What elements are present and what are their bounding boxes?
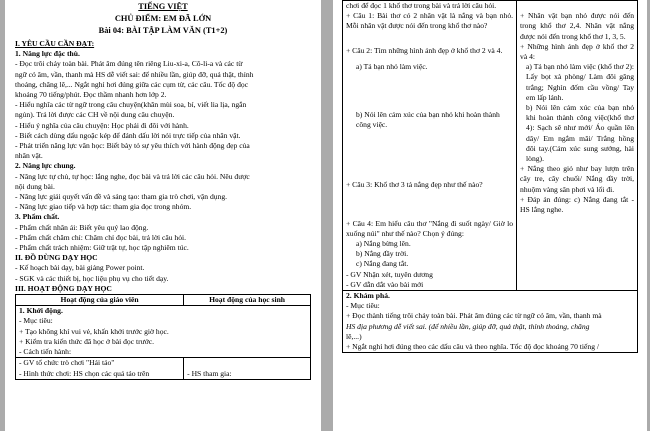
explore-line: + Đọc thành tiếng trôi chảy toàn bài. Phát âm đúng các từ ngữ có âm, vần, thanh mà [346,311,602,321]
s2-line: - Năng lực giao tiếp và hợp tác: tham gia đọc trong nhóm. [15,202,192,212]
document-page-left [5,0,321,431]
section-1-2-heading: 2. Năng lực chung. [15,161,76,171]
teacher-note: - GV Nhận xét, tuyên dương [346,269,433,279]
answer-1: + Nhân vật bạn nhỏ được nói đến trong khổ thơ 2,4. Nhân vật nắng được nói đến trong khổ thơ 1, 3, 5. [520,11,634,41]
question-2: + Câu 2: Tìm những hình ảnh đẹp ở khổ thơ 2 và 4. [346,45,503,55]
student-column-header: Hoạt động của học sinh [184,295,311,306]
theme-heading: CHỦ ĐIỂM: EM ĐÃ LỚN [114,14,212,23]
s2-line: nội dung bài. [15,181,55,191]
section-1-3-heading: 3. Phẩm chất. [15,212,60,222]
s3-line: - Phẩm chất chăm chỉ: Chăm chỉ đọc bài, trả lời câu hỏi. [15,232,187,242]
student-line: - HS tham gia: [187,368,232,378]
teacher-cell [343,1,517,291]
student-cell [517,1,638,291]
s1-line: - Biết cách dùng dấu ngoặc kép để đánh dấu lời nói trực tiếp của nhân vật. [15,130,241,140]
question-2a: a) Tả bạn nhỏ làm việc. [356,61,428,71]
top-line: chơi để đọc 1 khổ thơ trong bài và trả lời câu hỏi. [346,1,497,10]
section-2-title: II. ĐỒ DÙNG DẠY HỌC [15,253,98,263]
s3-line: - Phẩm chất trách nhiệm: Giữ trật tự, học tập nghiêm túc. [15,243,189,253]
sec2-line: - SGK và các thiết bị, học liệu phụ vụ cho tiết dạy. [15,273,169,283]
warmup-line: - Mục tiêu: [19,316,53,326]
activity-table-right [342,0,638,353]
s1-line: - Phát triển năng lực văn học: Biết bày tỏ sự yêu thích với hành động đẹp của [15,141,250,151]
s2-line: - Năng lực giải quyết vấn đề và sáng tạo: tham gia trò chơi, vận dụng. [15,192,228,202]
q4-option: c) Nắng đang tắt. [356,259,409,269]
s1-line: - Đọc trôi chảy toàn bài. Phát âm đúng tên riêng Liu-xi-a, Cô-li-a và các từ [15,59,243,69]
warmup-heading: 1. Khởi động. [19,306,63,316]
section-3-title: III. HOẠT ĐỘNG DẠY HỌC [15,283,112,293]
student-line [187,358,307,368]
explore-line: + Ngắt nghỉ hơi đúng theo các dấu câu và theo nghĩa. Tốc độ đọc khoảng 70 tiếng / [346,342,599,352]
teacher-column-header: Hoạt động của giáo viên [16,295,184,306]
teacher-line: - GV tổ chức trò chơi "Hái táo" [19,358,115,368]
explore-line: - Mục tiêu: [346,301,380,311]
answer-2b: b) Nói lên cảm xúc của bạn nhỏ khi hoàn thành công việc(khổ thơ 4): Sạch sẽ như mới/ Áo quần lên dây/ Em ngắm mãi/ Trắng hồng đôi tay.(Cảm xúc sung sướng, hài lòng). [526,103,634,164]
warmup-row [16,306,311,358]
answer-4: + Đáp án đúng: c) Nắng đang tắt - HS lắng nghe. [520,194,634,215]
section-1-title: I. YÊU CẦU CẦN ĐẠT: [15,39,95,48]
explore-line: lẽ,...) [346,331,362,341]
teacher-note: - GV dẫn dắt vào bài mới [346,279,424,289]
subject-heading: TIẾNG VIỆT [138,2,188,11]
explore-heading: 2. Khám phá. [346,291,390,301]
warmup-line: + Tạo không khí vui vẻ, khấn khởi trước giờ học. [19,326,169,336]
s1-line: ngủn). Trả lời được các CH về nội dung câu chuyện. [15,110,175,120]
s3-line: - Phẩm chất nhân ái: Biết yêu quý lao động. [15,222,149,232]
s1-line: ngữ có âm, vần, thanh mà HS dễ viết sai: để nhiều lần, giúp đỡ, quả thật, thỉnh [15,69,254,79]
q4-option: a) Nắng bừng lên. [356,239,411,249]
q4-option: b) Nắng đầy trời. [356,249,409,259]
teacher-line: - Hình thức chơi: HS chọn các quả táo trên [19,368,150,378]
lesson-heading: Bài 04: BÀI TẬP LÀM VĂN (T1+2) [98,26,228,35]
question-3: + Câu 3: Khổ thơ 3 tả nắng đẹp như thế nào? [346,180,483,190]
question-4: + Câu 4: Em hiểu câu thơ "Nắng đi suốt ngày/ Giờ lo xuống núi" như thế nào? Chọn ý đúng: [346,218,514,238]
s1-line: thoảng, chăng lẽ,... Ngắt nghỉ hơi đúng giữa các cụm từ, các câu. Tốc độ đọc [15,79,249,89]
s2-line: - Năng lực tự chủ, tự học: lắng nghe, đọc bài và trả lời các câu hỏi. Nêu được [15,171,250,181]
explore-line: HS địa phương dễ viết sai. (để nhiều lần, giúp đỡ, quả thật, thỉnh thoảng, chăng [346,321,590,331]
explore-row [343,291,638,353]
activity-table-left [15,294,311,380]
answer-3: + Nắng theo giỏ như bay lượn trên cây tre, cây chuối/ Nắng đầy trời, nhuộm vàng sân phơi và lối đi. [520,164,634,194]
warmup-line: + Kiểm tra kiến thức đã học ở bài đọc trước. [19,336,155,346]
answer-2a: a) Tả bạn nhỏ làm việc (khổ thơ 2): Lấy bọt xà phòng/ Làm đôi găng trắng; Nghìn đốm cầu vồng/ Tay em lấp lánh. [526,62,634,102]
question-1: + Câu 1: Bài thơ có 2 nhân vật là nắng và bạn nhỏ. Mỗi nhân vật được nói đến trong khổ thơ nào? [346,11,514,31]
s1-line: - Hiểu nghĩa các từ ngữ trong câu chuyện(khăn mùi soa, bí, viết lia lịa, ngắn [15,100,247,110]
student-cell [184,358,311,379]
s1-line: - Hiểu ý nghĩa của câu chuyện: Học phải đi đôi với hành. [15,120,189,130]
s1-line: khoảng 70 tiếng/phút. Đọc thầm nhanh hơn lớp 2. [15,90,167,100]
answer-2-intro: + Những hình ảnh đẹp ở khổ thơ 2 và 4: [520,41,634,62]
sec2-line: - Kế hoạch bài dạy, bài giảng Power point. [15,263,145,273]
teacher-cell [16,358,184,379]
question-2b: b) Nói lên cảm xúc của bạn nhỏ khi hoàn thành [356,110,500,120]
section-1-1-heading: 1. Năng lực đặc thù. [15,49,80,59]
document-page-right [333,0,647,431]
question-2b-cont: công việc. [356,120,388,130]
warmup-line: - Cách tiến hành: [19,347,72,357]
s1-line: nhân vật. [15,151,43,161]
